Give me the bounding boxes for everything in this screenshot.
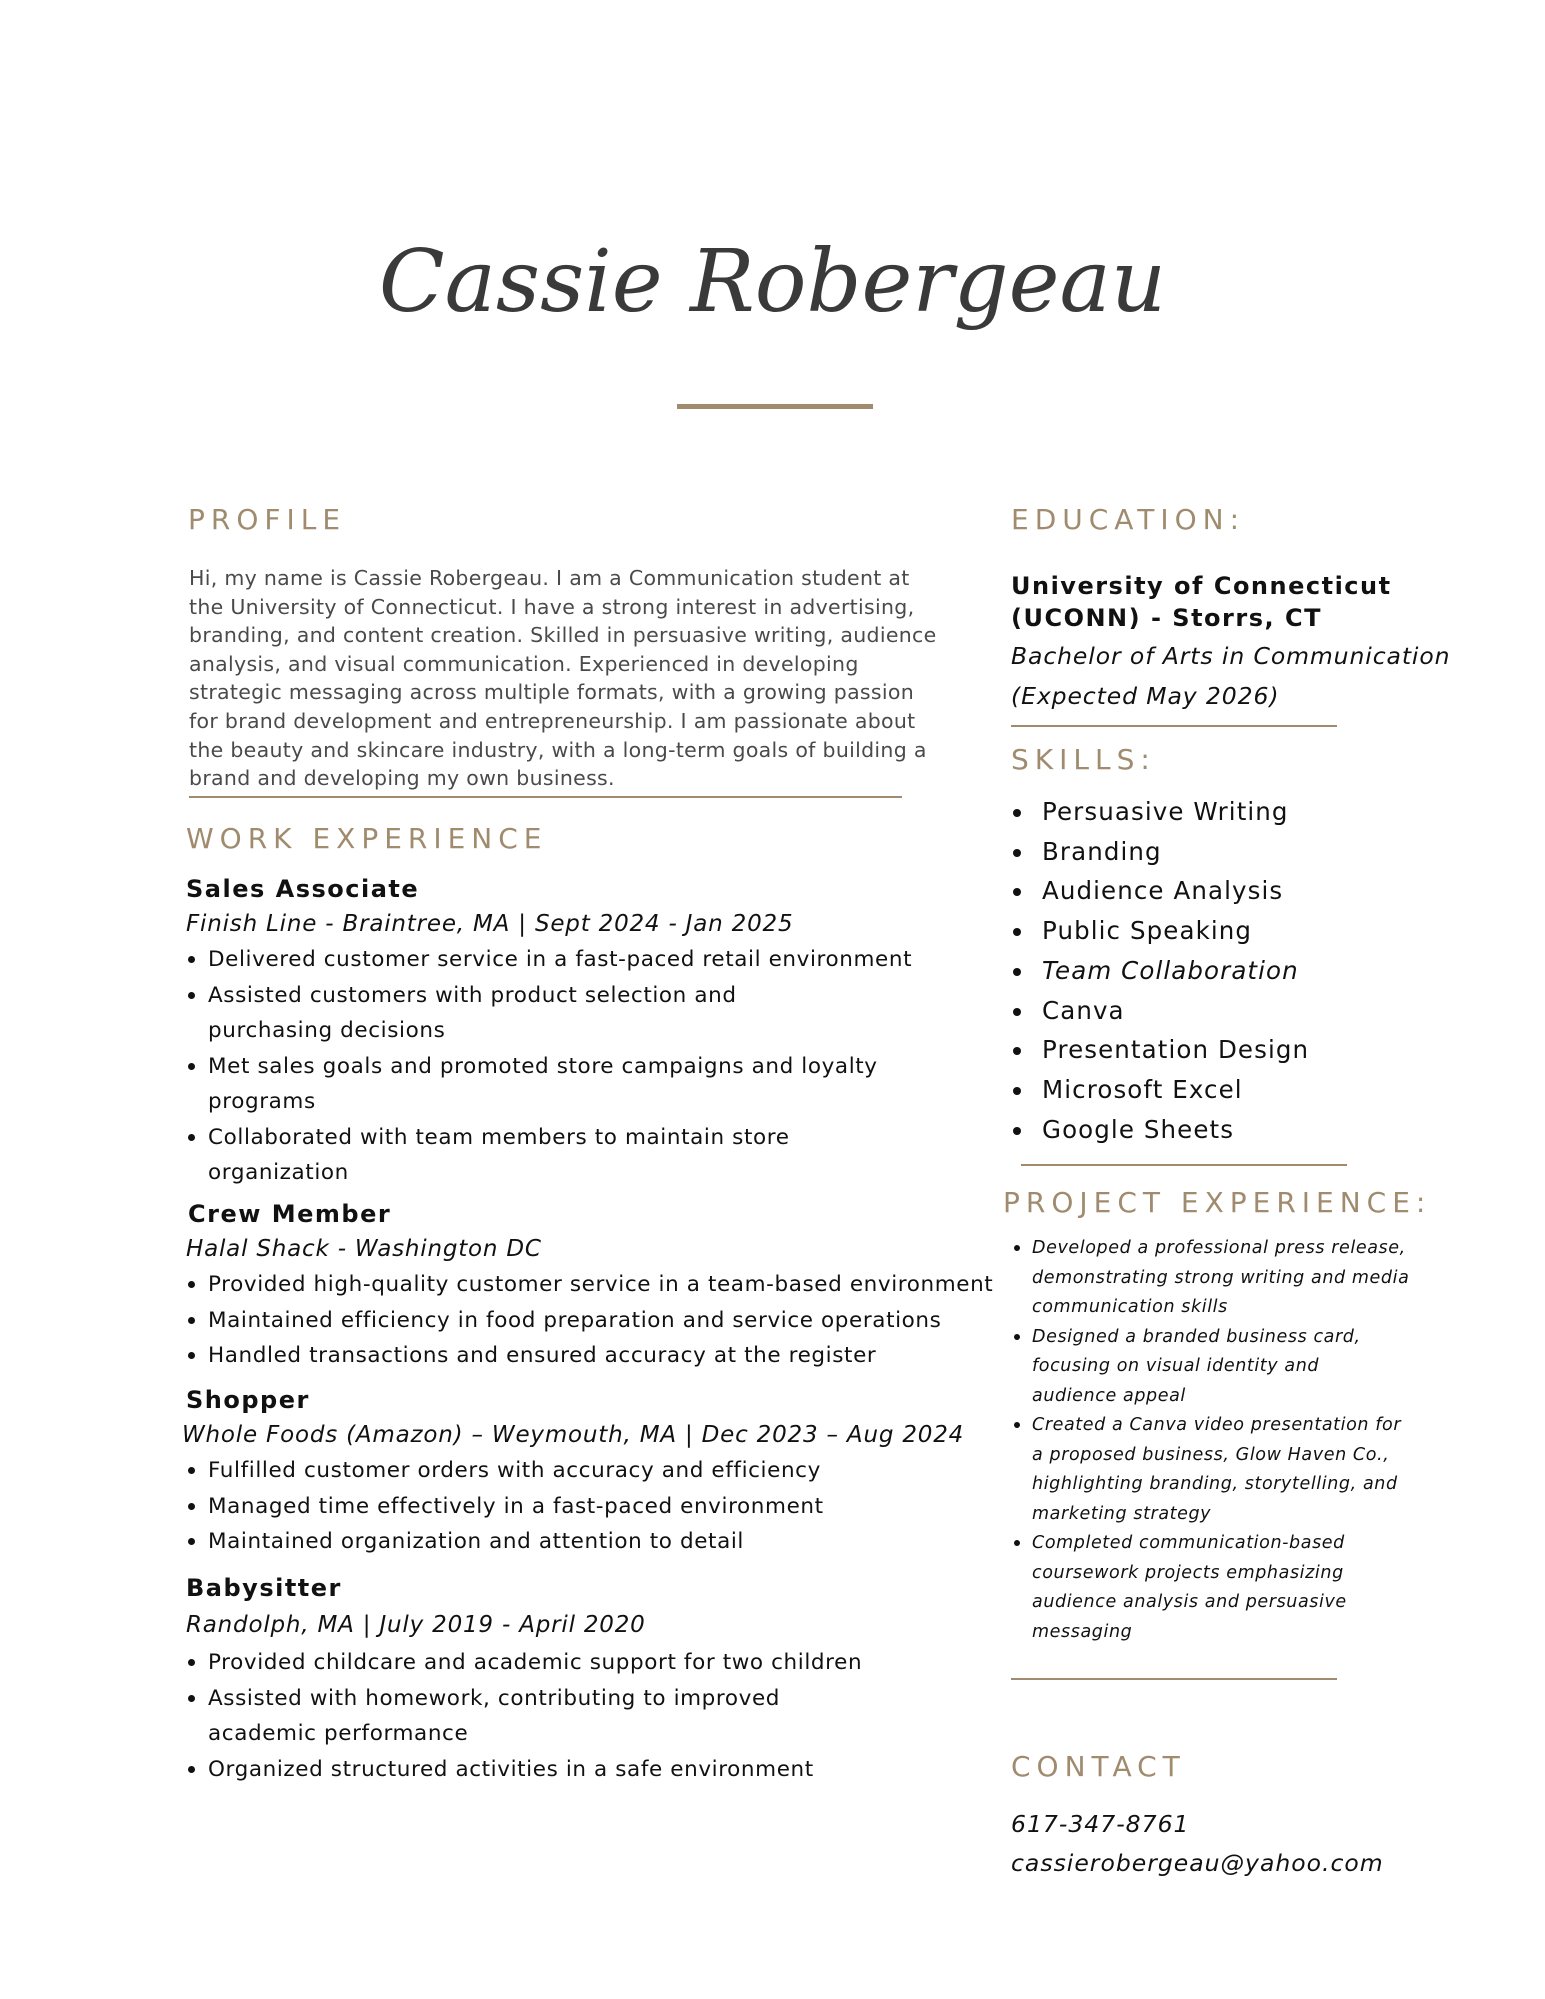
skills-list — [1010, 792, 1309, 1149]
job-bullet: Met sales goals and promoted store campaigns and loyalty programs — [186, 1049, 888, 1120]
job-bullets — [186, 1453, 1002, 1560]
job-sales-associate — [186, 872, 1006, 1191]
profile-heading: PROFILE — [188, 503, 347, 536]
profile-divider — [189, 796, 902, 798]
projects-divider — [1011, 1678, 1337, 1680]
job-meta: Halal Shack - Washington DC — [186, 1236, 542, 1262]
skill-item: Microsoft Excel — [1010, 1070, 1309, 1110]
project-item: Designed a branded business card, focusing on visual identity and audience appeal — [1010, 1323, 1410, 1412]
job-bullet: Delivered customer service in a fast-paced retail environment — [186, 942, 1006, 978]
education-degree-block — [1011, 636, 1451, 716]
contact-phone[interactable]: 617-347-8761 — [1011, 1810, 1190, 1838]
job-title: Sales Associate — [186, 875, 420, 903]
resume-name: Cassie Robergeau — [378, 232, 1167, 332]
project-item: Created a Canva video presentation for a proposed business, Glow Haven Co., highlighting branding, storytelling, and marketing strategy — [1010, 1411, 1410, 1529]
education-school: University of Connecticut (UCONN) - Storrs, CT — [1011, 572, 1392, 632]
project-item: Developed a professional press release, demonstrating strong writing and media communication skills — [1010, 1234, 1410, 1323]
skill-item: Audience Analysis — [1010, 871, 1309, 911]
job-meta: Whole Foods (Amazon) – Weymouth, MA | Dec 2023 – Aug 2024 — [182, 1422, 965, 1448]
project-item: Completed communication-based coursework projects emphasizing audience analysis and persuasive messaging — [1010, 1529, 1410, 1647]
skill-item: Team Collaboration — [1010, 951, 1309, 991]
job-bullets — [186, 1267, 1006, 1374]
job-crew-member — [186, 1197, 1006, 1374]
job-bullet: Collaborated with team members to maintain store organization — [186, 1120, 848, 1191]
job-meta: Randolph, MA | July 2019 - April 2020 — [186, 1612, 646, 1638]
job-title: Crew Member — [188, 1200, 392, 1228]
project-list — [1010, 1234, 1410, 1647]
skill-item: Branding — [1010, 832, 1309, 872]
skill-item: Presentation Design — [1010, 1030, 1309, 1070]
contact-email[interactable]: cassierobergeau@yahoo.com — [1011, 1849, 1384, 1877]
job-shopper — [182, 1383, 1002, 1560]
name-underline — [677, 404, 873, 409]
contact-heading: CONTACT — [1011, 1750, 1186, 1783]
job-bullets — [186, 942, 1006, 1191]
job-bullet: Provided childcare and academic support for two children — [186, 1645, 1006, 1681]
skill-item: Canva — [1010, 991, 1309, 1031]
profile-text: Hi, my name is Cassie Robergeau. I am a Communication student at the University of Connecticut. I have a strong interest in advertising, branding, and content creation. Skilled in persuasive writing, audience analysis, and visual communication. Experienced in developing strategic messaging across multiple formats, with a growing passion for brand development and entrepreneurship. I am passionate about the beauty and skincare industry, with a long-term goals of building a brand and developing my own business. — [189, 566, 937, 791]
skills-heading: SKILLS: — [1011, 743, 1156, 776]
job-meta: Finish Line - Braintree, MA | Sept 2024 - Jan 2025 — [186, 911, 794, 937]
education-expected: (Expected May 2026) — [1011, 682, 1280, 710]
job-bullet: Maintained organization and attention to detail — [186, 1524, 1002, 1560]
job-bullet: Organized structured activities in a safe environment — [186, 1752, 1006, 1788]
education-divider — [1011, 725, 1337, 727]
job-bullet: Maintained efficiency in food preparation and service operations — [186, 1303, 1006, 1339]
skill-item: Persuasive Writing — [1010, 792, 1309, 832]
job-babysitter — [186, 1571, 1006, 1787]
job-bullet: Managed time effectively in a fast-paced environment — [186, 1489, 1002, 1525]
job-title: Babysitter — [186, 1574, 342, 1602]
skill-item: Google Sheets — [1010, 1110, 1309, 1150]
job-bullet: Assisted with homework, contributing to improved academic performance — [186, 1681, 888, 1752]
work-experience-heading: WORK EXPERIENCE — [186, 822, 548, 855]
job-bullets — [186, 1645, 1006, 1787]
job-title: Shopper — [186, 1386, 310, 1414]
skills-divider — [1021, 1164, 1347, 1166]
job-bullet: Assisted customers with product selection and purchasing decisions — [186, 978, 858, 1049]
skill-item: Public Speaking — [1010, 911, 1309, 951]
job-bullet: Handled transactions and ensured accuracy at the register — [186, 1338, 1006, 1374]
education-heading: EDUCATION: — [1011, 503, 1246, 536]
education-degree: Bachelor of Arts in Communication — [1011, 642, 1451, 670]
project-experience-heading: PROJECT EXPERIENCE: — [1003, 1186, 1432, 1219]
job-bullet: Fulfilled customer orders with accuracy and efficiency — [186, 1453, 1002, 1489]
job-bullet: Provided high-quality customer service in a team-based environment — [186, 1267, 1006, 1303]
